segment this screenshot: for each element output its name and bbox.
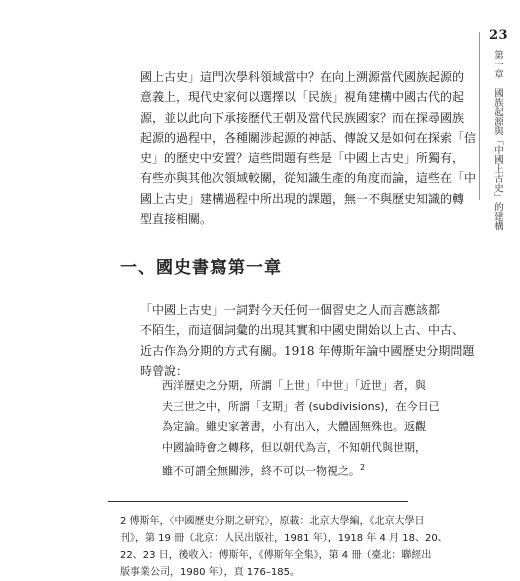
footnote-line: 22、23 日，後收入：傅斯年，《傅斯年全集》，第 4 冊（臺北：聯經出 — [120, 550, 432, 561]
text-line: 史」的歷史中安置？這些問題有些是「中國上古史」所獨有， — [140, 151, 465, 166]
footnote-divider — [108, 501, 408, 502]
body-paragraph-2 — [140, 300, 475, 381]
quote-line-text: 雖不可謂全無關涉，終不可以一物視之。 — [162, 464, 360, 478]
quote-line: 西洋歷史之分期，所謂「上世」「中世」「近世」者，與 — [162, 379, 426, 392]
header-rule — [479, 32, 480, 200]
text-line: 時曾說： — [140, 363, 189, 378]
quote-line: 為定論。雖史家著書，小有出入，大體固無殊也。返觀 — [162, 420, 426, 433]
quote-line: 夫三世之中，所謂「支期」者 (subdivisions)，在今日已 — [162, 399, 440, 413]
page-number: 23 — [489, 28, 509, 43]
footnote-line: 版事業公司，1980 年），頁 176–185。 — [120, 567, 300, 578]
footnote-ref[interactable]: 2 — [360, 463, 366, 472]
text-line: 有些亦與其他次領域較關，從知識生產的角度而論，這些在「中 — [140, 171, 477, 186]
text-line: 「中國上古史」一詞對今天任何一個習史之人而言應該都 — [140, 303, 441, 317]
footnote-line: 刊》，第 19 冊（北京：人民出版社，1981 年），1918 年 4 月 18、20、 — [120, 533, 448, 544]
body-paragraph-1 — [140, 67, 477, 229]
text-line: 型直接相關。 — [140, 212, 213, 227]
block-quote — [162, 376, 462, 482]
section-heading: 一、國史書寫第一章 — [120, 258, 282, 278]
text-line: 不陌生，而這個詞彙的出現其實和中國史開始以上古、中古、 — [140, 323, 465, 338]
text-line: 近古作為分期的方式有關。1918 年傅斯年論中國歷史分期問題 — [140, 343, 475, 358]
footnote — [120, 513, 460, 581]
quote-line: 中國論時會之轉移，但以朝代為言，不知朝代與世期， — [162, 440, 426, 454]
text-line: 國上古史」建構過程中所出現的課題，無一不與歷史知識的轉 — [140, 191, 465, 206]
text-line: 意義上，現代史家何以選擇以「民族」視角建構中國古代的起 — [140, 90, 465, 105]
text-line: 源，並以此向下承接歷代王朝及當代民族國家？而在探尋國族 — [140, 110, 465, 125]
text-line: 起源的過程中，各種關涉起源的神話、傳說又是如何在探索「信 — [140, 130, 477, 145]
text-line: 國上古史」這門次學科領域當中？在向上溯源當代國族起源的 — [140, 70, 465, 84]
running-header: 第一章 國族起源與「中國上古史」的建構 — [492, 50, 503, 231]
footnote-line: 2 傅斯年，〈中國歷史分期之研究〉，原載：北京大學編，《北京大學日 — [120, 516, 425, 527]
quote-line — [162, 458, 462, 482]
